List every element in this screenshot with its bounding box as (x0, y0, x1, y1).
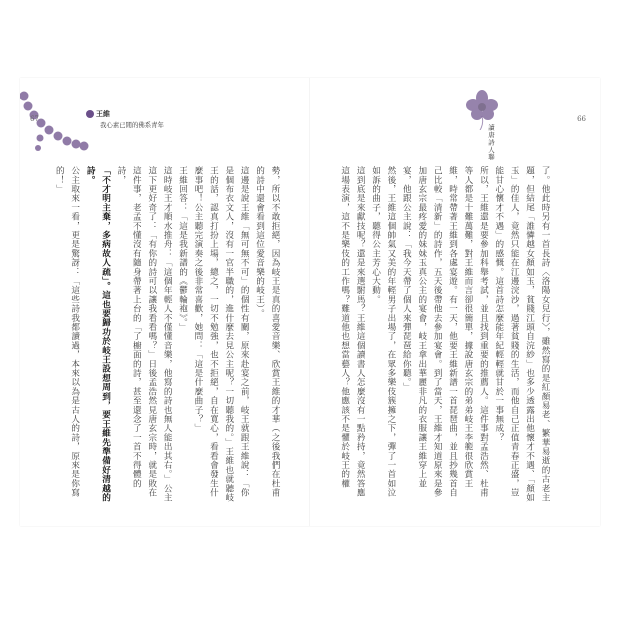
paragraph: 王維回答：「這是我新譜的《鬱輪袍》。」 (177, 166, 188, 333)
paragraph: 公主取來一看，更是驚訝：「這些詩我都讀過，本來以為是古人的詩，原來是你寫的！」 (54, 166, 80, 498)
right-page (310, 78, 600, 526)
paragraph: 了。他此時另有一首長詩〈洛陽女兒行〉，雖然寫的是紅顏易老、繁華易逝的古老主題，但結尾「誰憐越女顏如玉，貧賤江頭自浣紗」也多少透露出他懷才不遇、「顏如玉」的佳人，竟然只能在江邊浣沙，過著貧賤的生活，而他自己正值青春正盛，豈能甘心懷才不遇」的感慨。這首詩怎麼能年紀輕輕就甘於一事無成？ (493, 166, 550, 503)
quoted-verse: 「不才明主棄，多病故人疏」。這也要歸功於岐王設想周到，要王維先準備好清越的詩。 (85, 166, 111, 503)
series-title: 讀唐詩人聯 (487, 124, 495, 161)
author-mark-icon (86, 110, 94, 118)
flower-icon (462, 88, 502, 130)
running-head-author: 王維 (96, 109, 110, 118)
page-number: 67 (30, 115, 39, 123)
left-page (20, 78, 310, 526)
paragraph: 這時岐王才順水推舟：「這個年輕人不僅懂音樂，他寫的詩也無人能出其右。」公主這下更好奇了：「有你的詩可以讓我看看嗎？」日後孟浩然見唐玄宗時，就是敗在這件事，老孟不懂沒有隨身帶著上台的「了櫥面的詩，甚至還念了一首不得體的詩， (115, 166, 173, 503)
paragraph: 這到底是來獻技呢？還是來選駙馬？王維這個讀書人怎麼沒有一點矜持，竟然答應這場表演，這不是樂伎的工作嗎？難道他也想當藝人？他應該不是懼於岐王的權 (339, 166, 366, 498)
paragraph: 所以，王維還是要參加科舉考試，並且找到重要的推薦人。這件事對孟浩然、杜甫等人都是十難萬難，對王維而言卻很簡單，據說唐玄宗的弟弟岐王李範很欣賞王維，時常帶著王維到各處宴遊。有一天，他要王維新譜一首琵琶曲，並且抄幾首自己比較「清新」的詩作，五天後帶他去參加宴會。到了當天，王維才知道原來是參加唐玄宗最疼愛的妹妹玉真公主的宴會，岐王拿出華麗非凡的衣服讓王維穿上並宴，他跟公主說：「我今天帶了個人來彈琵琶給你聽。」 (401, 166, 489, 498)
paragraph: 這邊是說王維「無可無不可」的個性有關，原來赴宴之前，岐王就跟王維說：「你是個布衣文人，沒有一官半職的，進什麼去見公主呢？一切聽我的。」王維也就聽岐王的話，認真打扮上場，總之，一切不勉強，也不拒絕，自在寬心，看看會發生什麼事吧！公主聽完演奏之後非常喜歡，她問：「這是什麼曲子？」 (192, 166, 250, 503)
body-text (34, 166, 282, 506)
paragraph: 勢，所以不敢拒絕，因為岐王是真的喜愛音樂、欣賞王維的才華（之後我們在杜甫的詩中還會看到這位愛音樂的岐王）。 (254, 166, 280, 498)
book-spread (20, 78, 600, 526)
prayer-beads-icon (20, 78, 90, 178)
paragraph: 然後，王維這個帥氣又美的年輕男子出場了，在眾多樂伎簇擁之下，彈了一首如泣如訴的曲子，聽得公主芳心大動。 (370, 166, 396, 498)
body-text (332, 166, 552, 506)
running-head-subtitle: 我心素已閒的佛系青年 (100, 121, 164, 129)
running-head (86, 109, 206, 139)
page-number: 66 (577, 115, 586, 123)
